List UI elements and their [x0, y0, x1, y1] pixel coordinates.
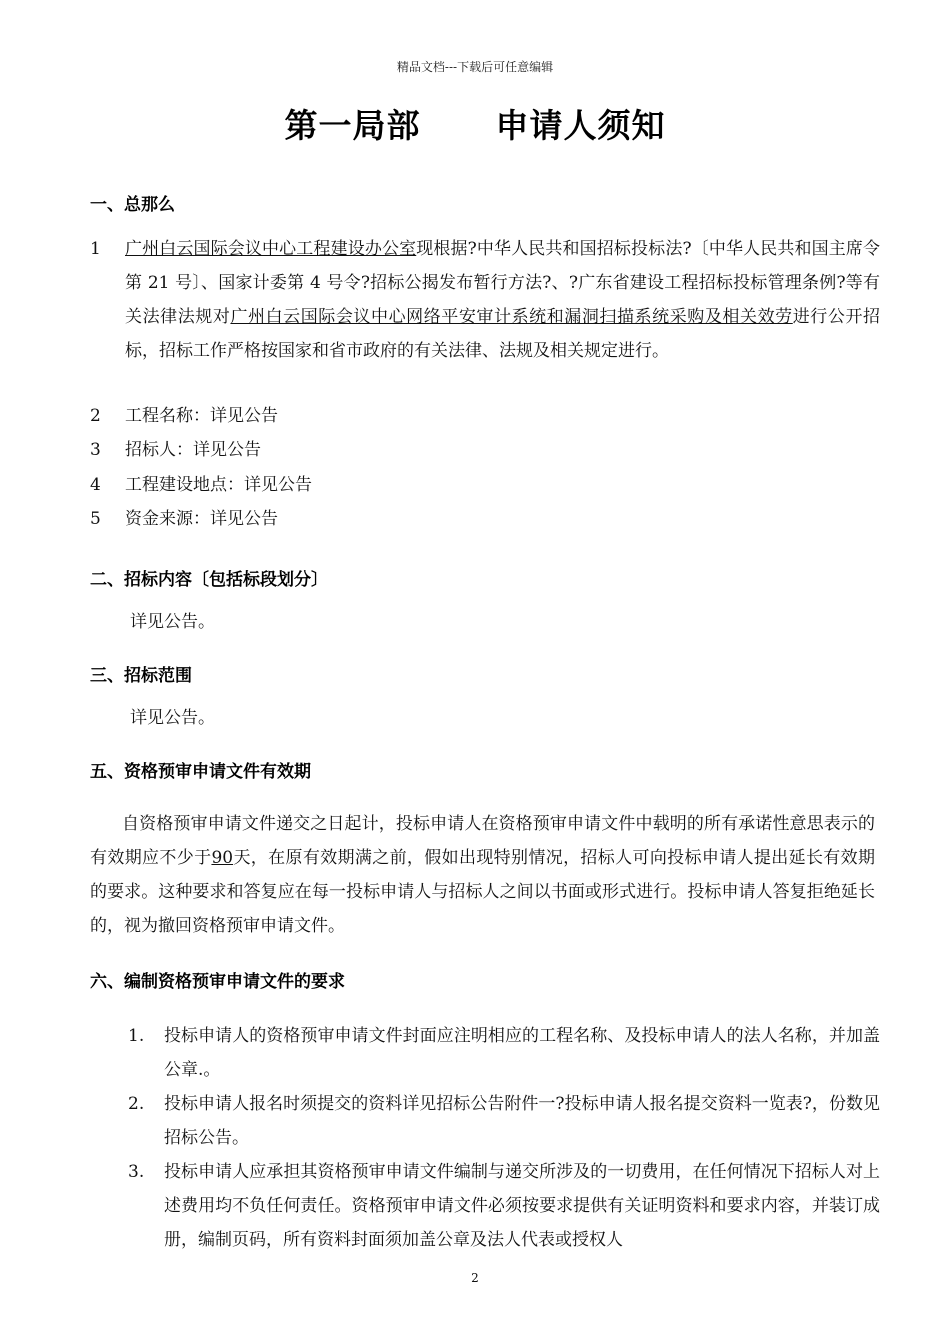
item-number: 1: [90, 239, 101, 259]
section-heading-requirements: 六、编制资格预审申请文件的要求: [90, 972, 345, 992]
item-content: 投标申请人的资格预审申请文件封面应注明相应的工程名称、及投标申请人的法人名称，并加盖公章.。: [164, 1026, 880, 1080]
page-title: 第一局部 申请人须知: [284, 106, 666, 145]
list-item: [90, 1155, 880, 1257]
item-content: 资金来源：详见公告: [125, 509, 278, 529]
item-number: 3: [90, 440, 101, 460]
section-text: 详见公告。: [130, 612, 215, 632]
section-heading-range: 三、招标范围: [90, 666, 192, 686]
item-number: 5: [90, 509, 101, 529]
section-text: 详见公告。: [130, 708, 215, 728]
item-content: [125, 232, 880, 368]
item-content: 投标申请人报名时须提交的资料详见招标公告附件一?投标申请人报名提交资料一览表?，份数见招标公告。: [164, 1094, 880, 1148]
list-item: [90, 468, 880, 502]
item-number: 2: [90, 406, 101, 426]
project-name: 广州白云国际会议中心网络平安审计系统和漏洞扫描系统采购及相关效劳: [230, 307, 793, 327]
page-number: 2: [471, 1271, 479, 1285]
validity-text-b: 天，在原有效期满之前，假如出现特别情况，招标人可向投标申请人提出延长有效期的要求。这种要求和答复应在每一投标申请人与招标人之间以书面或形式进行。投标申请人答复拒绝延长的，视为撤回资格预审申请文件。: [90, 848, 876, 936]
item-number: 1.: [128, 1026, 145, 1046]
legal-basis-text: 现根据?中华人民共和国招标投标法?〔中华人民共和国主席令第 21 号〕、国家计委第 4 号令?招标公揭发布暂行方法?、?广东省建设工程招标投标管理条例?等有关法律法规对: [125, 239, 880, 327]
item-content: 工程名称：详见公告: [125, 406, 278, 426]
list-item: [90, 433, 880, 467]
item-number: 4: [90, 475, 101, 495]
list-item: [90, 1087, 880, 1155]
item-content: 投标申请人应承担其资格预审申请文件编制与递交所涉及的一切费用，在任何情况下招标人对上述费用均不负任何责任。资格预审申请文件必须按要求提供有关证明资料和要求内容，并装订成册，编制页码，所有资料封面须加盖公章及法人代表或授权人: [164, 1162, 880, 1250]
list-item: [90, 502, 880, 536]
list-item: [90, 399, 880, 433]
requirements-list: [90, 1019, 880, 1257]
section-heading-general: 一、总那么: [90, 195, 175, 215]
list-item: [90, 232, 880, 368]
validity-text-a: 自资格预审申请文件递交之日起计，投标申请人在资格预审申请文件中载明的所有承诺性意思表示的有效期应不少于: [90, 814, 875, 868]
validity-paragraph: [90, 807, 875, 943]
applicant-office-name: 广州白云国际会议中心工程建设办公室: [125, 239, 417, 259]
item-number: 3.: [128, 1162, 145, 1182]
item-number: 2.: [128, 1094, 145, 1114]
list-item: [90, 1019, 880, 1087]
page-header: 精品文档---下载后可任意编辑: [396, 60, 554, 74]
item-content: 工程建设地点：详见公告: [125, 475, 312, 495]
validity-days: 90: [211, 848, 234, 868]
section-heading-scope: 二、招标内容〔包括标段划分〕: [90, 570, 328, 590]
item-content: 招标人：详见公告: [125, 440, 261, 460]
section-heading-validity: 五、资格预审申请文件有效期: [90, 762, 311, 782]
tender-statement-text: 进行公开招标，招标工作严格按国家和省市政府的有关法律、法规及相关规定进行。: [125, 307, 881, 361]
